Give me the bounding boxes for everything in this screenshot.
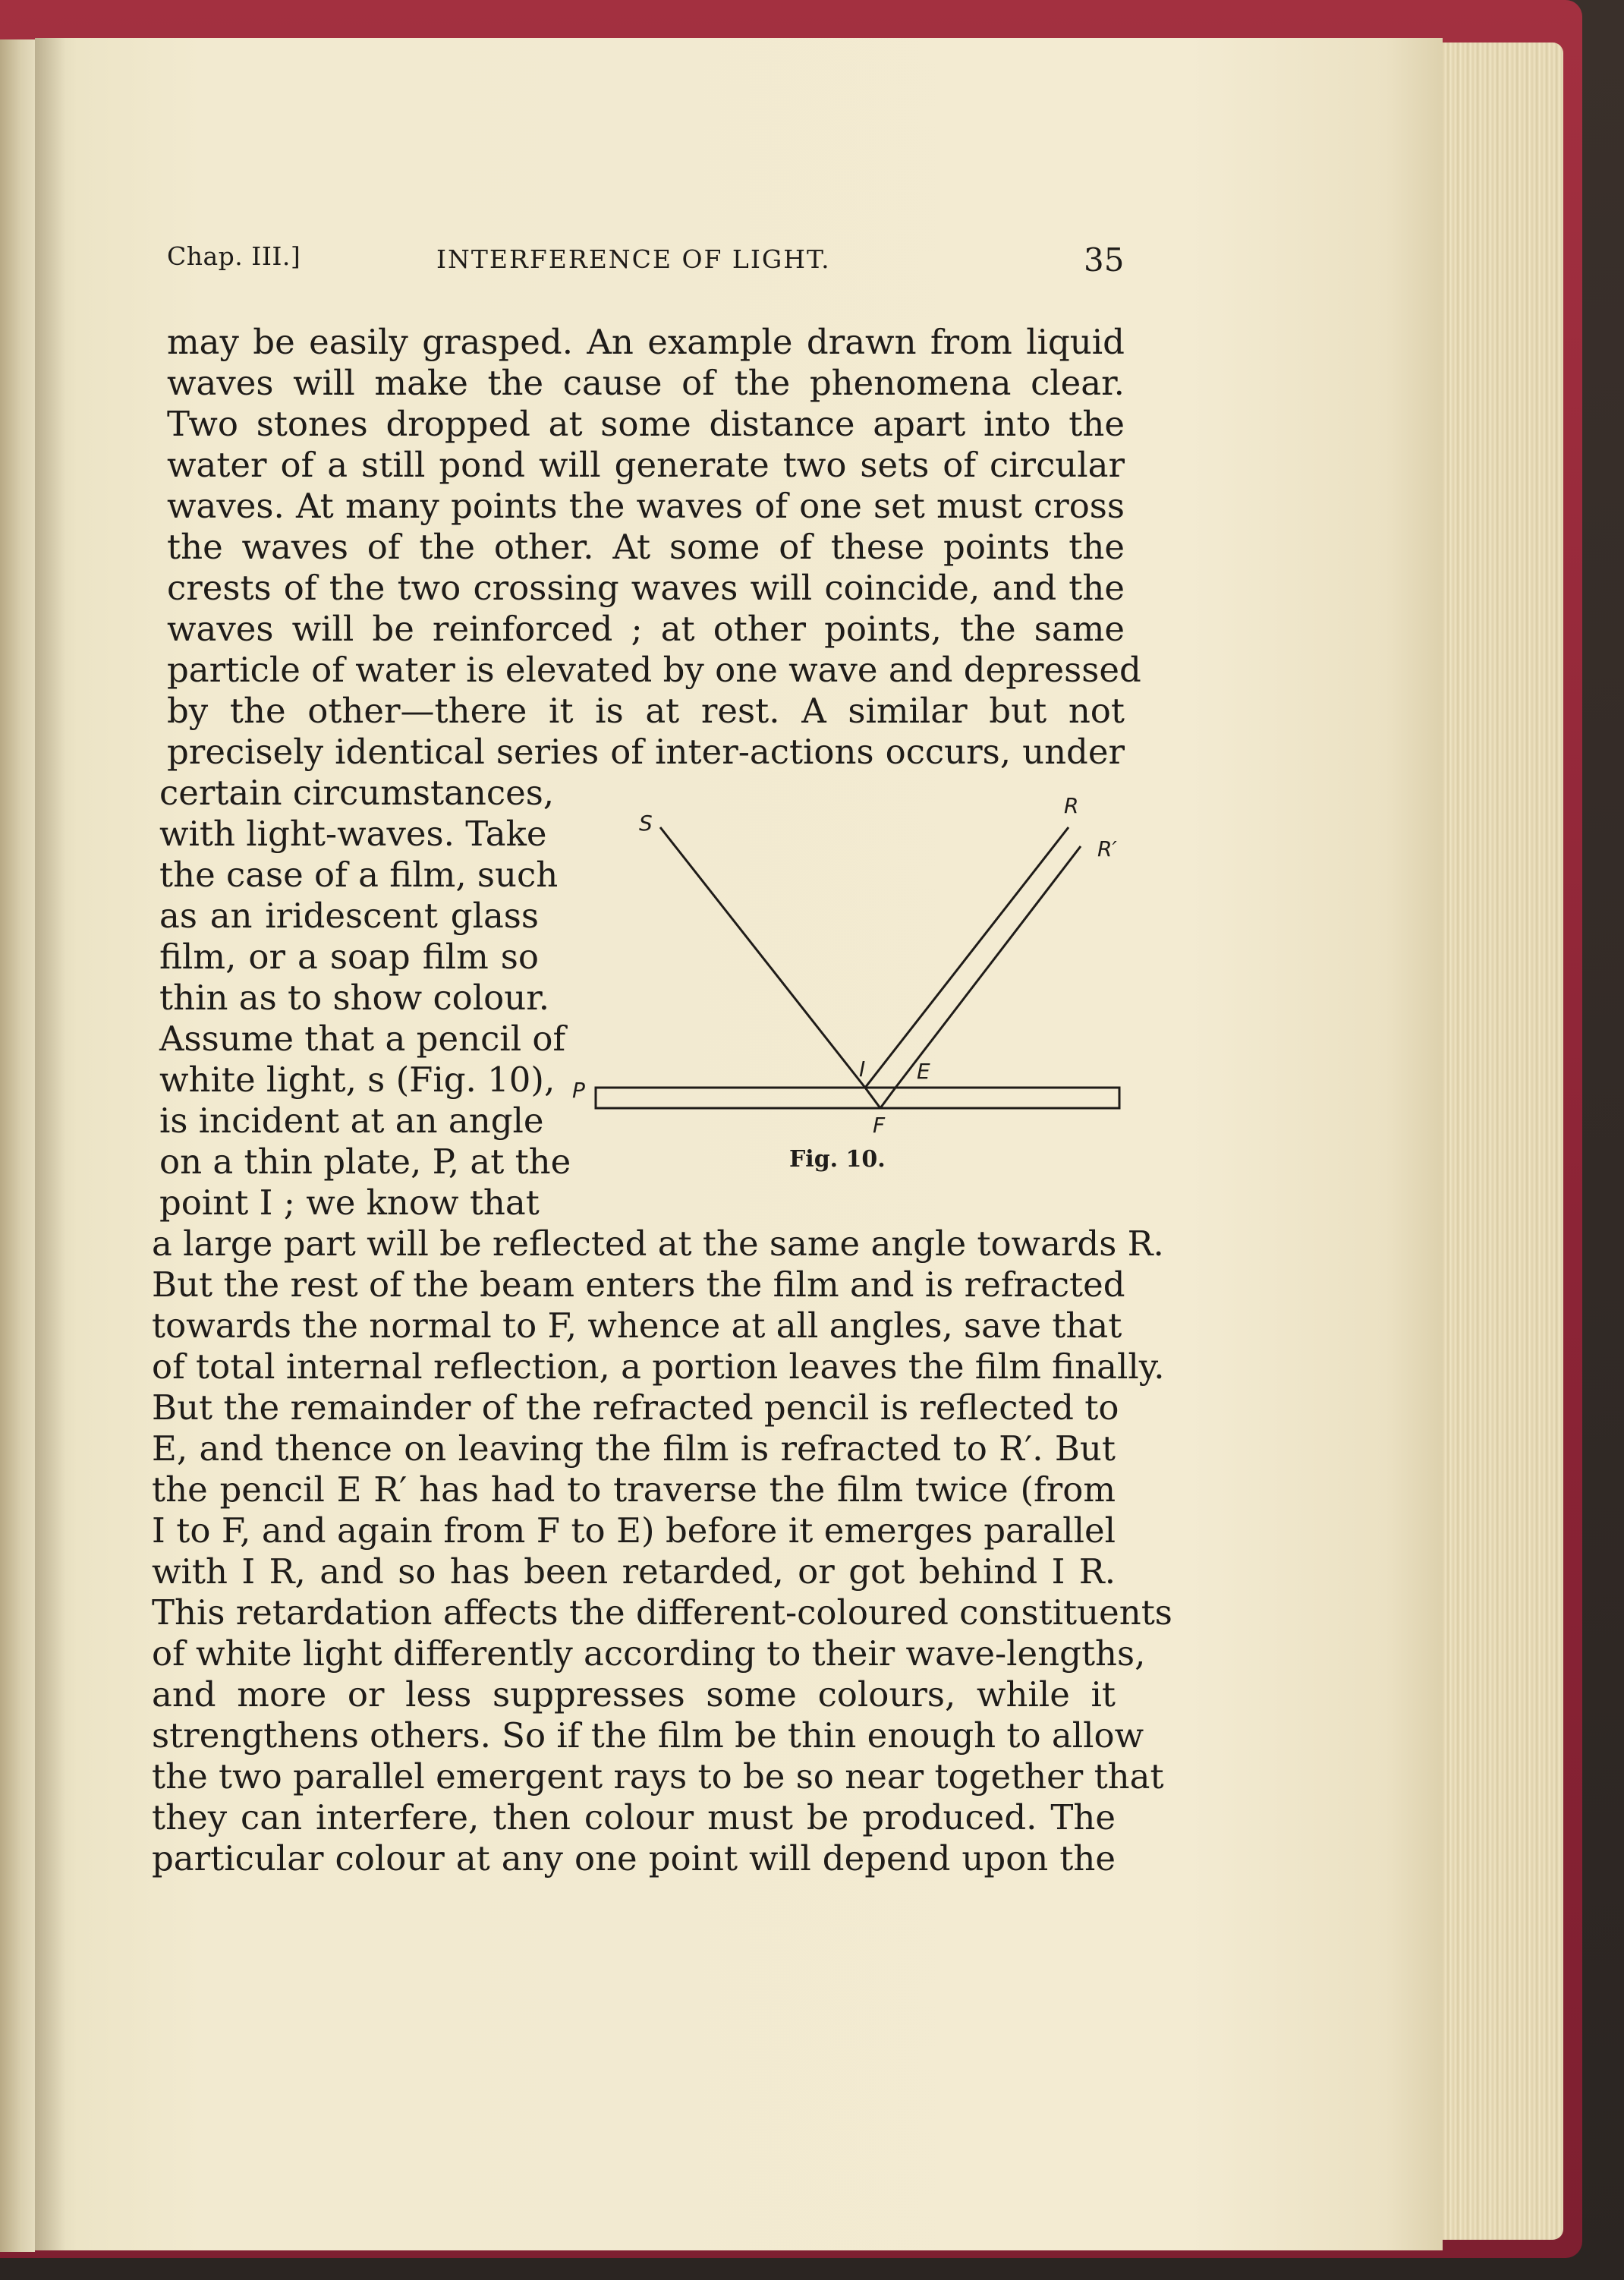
text-line: certain circumstances, xyxy=(159,773,555,813)
text-line: with light-waves. Take xyxy=(159,814,547,854)
text-line: may be easily grasped. An example drawn from liquid xyxy=(167,322,1125,362)
figure-10 xyxy=(562,789,1169,1184)
refracted-ray-IF xyxy=(865,1088,880,1108)
text-line: precisely identical series of inter-actions occurs, under xyxy=(167,732,1125,772)
reflected-ray-R xyxy=(865,827,1069,1088)
text-line: particular colour at any one point will depend upon the xyxy=(152,1838,1116,1878)
text-line: I to F, and again from F to E) before it emerges parallel xyxy=(152,1510,1116,1551)
label-R: R xyxy=(1064,793,1079,818)
text-line: water of a still pond will generate two sets of circular xyxy=(167,445,1125,485)
text-line: is incident at an angle xyxy=(159,1101,544,1141)
text-line: waves will make the cause of the phenomena clear. xyxy=(167,363,1125,403)
text-line: of total internal reflection, a portion leaves the film finally. xyxy=(152,1346,1165,1387)
text-line: and more or less suppresses some colours, while it xyxy=(152,1674,1116,1715)
text-line: But the remainder of the refracted pencil is reflected to xyxy=(152,1387,1119,1428)
text-line: the case of a film, such xyxy=(159,855,559,895)
running-title: INTERFERENCE OF LIGHT. xyxy=(436,244,831,274)
text-line: film, or a soap film so xyxy=(159,937,539,977)
text-line: towards the normal to F, whence at all angles, save that xyxy=(152,1305,1122,1346)
text-line: crests of the two crossing waves will coincide, and the xyxy=(167,568,1125,608)
label-E: E xyxy=(917,1059,930,1084)
text-line: the two parallel emergent rays to be so near together that xyxy=(152,1756,1164,1797)
text-line: waves will be reinforced ; at other points, the same xyxy=(167,609,1125,649)
text-line: on a thin plate, P, at the xyxy=(159,1142,571,1182)
gutter-shadow xyxy=(35,38,65,2250)
text-line: strengthens others. So if the film be thin enough to allow xyxy=(152,1715,1144,1756)
running-header xyxy=(0,241,1624,287)
page-number: 35 xyxy=(1084,241,1125,279)
text-line: point I ; we know that xyxy=(159,1183,540,1223)
text-line: particle of water is elevated by one wave and depressed xyxy=(167,650,1141,690)
text-line: of white light differently according to their wave-lengths, xyxy=(152,1633,1146,1674)
text-line: the pencil E R′ has had to traverse the film twice (from xyxy=(152,1469,1116,1510)
text-line: waves. At many points the waves of one set must cross xyxy=(167,486,1125,526)
label-F: F xyxy=(873,1113,886,1138)
facing-page-edge xyxy=(0,39,35,2252)
emergent-ray-R-prime xyxy=(895,846,1081,1088)
page-stack-edges xyxy=(1430,43,1563,2240)
text-line: But the rest of the beam enters the film and is refracted xyxy=(152,1264,1125,1305)
label-I: I xyxy=(859,1057,866,1082)
label-S: S xyxy=(639,811,653,836)
label-R-prime: R′ xyxy=(1097,836,1117,861)
text-line: Two stones dropped at some distance apart into the xyxy=(167,404,1125,444)
text-line: with I R, and so has been retarded, or got behind I R. xyxy=(152,1551,1116,1592)
text-line: Assume that a pencil of xyxy=(159,1019,566,1059)
text-line: by the other—there it is at rest. A similar but not xyxy=(167,691,1125,731)
text-line: E, and thence on leaving the film is refracted to R′. But xyxy=(152,1428,1116,1469)
thin-plate-P xyxy=(596,1088,1119,1108)
label-P: P xyxy=(572,1078,585,1103)
text-line: the waves of the other. At some of these points the xyxy=(167,527,1125,567)
ray-diagram xyxy=(562,789,1169,1184)
text-line: a large part will be reflected at the same angle towards R. xyxy=(152,1223,1164,1264)
incident-ray-S xyxy=(660,827,865,1088)
chapter-label: Chap. III.] xyxy=(167,241,301,271)
text-line: they can interfere, then colour must be produced. The xyxy=(152,1797,1116,1838)
text-line: This retardation affects the different-coloured constituents xyxy=(152,1592,1172,1633)
figure-caption: Fig. 10. xyxy=(789,1146,886,1173)
reflected-ray-FE xyxy=(880,1088,895,1108)
text-line: as an iridescent glass xyxy=(159,896,539,936)
text-line: white light, s (Fig. 10), xyxy=(159,1060,555,1100)
text-line: thin as to show colour. xyxy=(159,978,550,1018)
